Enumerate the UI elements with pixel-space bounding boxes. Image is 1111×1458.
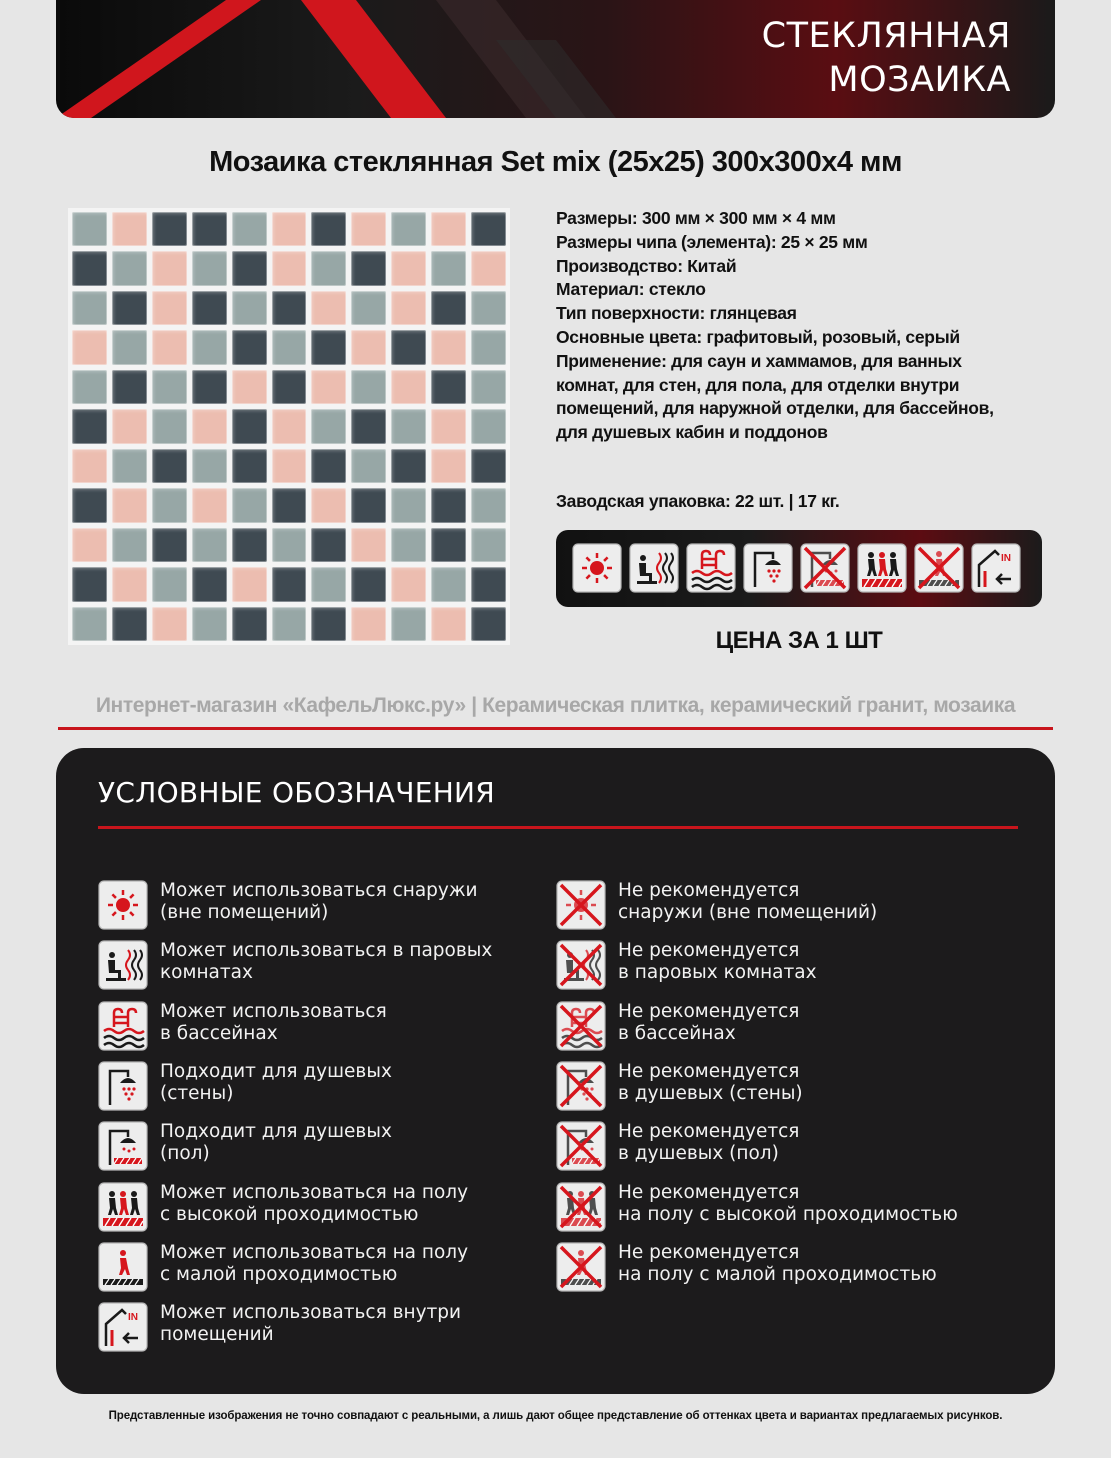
mosaic-chip: [391, 567, 426, 601]
legend-title: УСЛОВНЫЕ ОБОЗНАЧЕНИЯ: [98, 776, 496, 809]
mosaic-chip: [152, 607, 187, 641]
mosaic-chip: [72, 488, 107, 522]
legend-item-line: с малой проходимостью: [160, 1263, 398, 1285]
mosaic-chip: [232, 607, 267, 641]
mosaic-chip: [112, 449, 147, 483]
mosaic-chip: [152, 449, 187, 483]
high-traffic-floor-not-recommended-icon: [556, 1182, 606, 1232]
mosaic-chip: [431, 449, 466, 483]
steam-room-icon: [629, 543, 679, 593]
mosaic-chip: [391, 607, 426, 641]
spec-line: Производство: Китай: [556, 255, 737, 276]
legend-item-text: [160, 880, 478, 924]
mosaic-chip: [152, 409, 187, 443]
legend-item-text: [618, 1001, 799, 1045]
mosaic-chip: [112, 251, 147, 285]
legend-item-line: снаружи (вне помещений): [618, 902, 878, 923]
low-traffic-floor-not-recommended-icon: [556, 1242, 606, 1292]
legend-item-line: комнатах: [160, 962, 253, 984]
mosaic-chip: [192, 291, 227, 325]
mosaic-chip: [351, 330, 386, 364]
legend-item-line: в паровых комнатах: [618, 962, 817, 984]
mosaic-chip: [471, 409, 506, 443]
mosaic-chip: [431, 409, 466, 443]
legend-item-line: в душевых (пол): [618, 1143, 779, 1165]
legend-item-line: Не рекомендуется: [618, 1060, 800, 1082]
spec-line: помещений, для наружной отделки, для бассейнов,: [556, 398, 994, 419]
mosaic-grid: [72, 212, 506, 641]
legend-item-text: [618, 1182, 958, 1226]
legend-item-line: Не рекомендуется: [618, 940, 800, 962]
legend-item-line: Может использоваться: [160, 1000, 387, 1022]
banner-title: [762, 14, 1011, 102]
mosaic-chip: [272, 607, 307, 641]
mosaic-chip: [351, 488, 386, 522]
mosaic-chip: [272, 488, 307, 522]
mosaic-chip: [112, 291, 147, 325]
mosaic-chip: [152, 528, 187, 562]
mosaic-chip: [272, 330, 307, 364]
mosaic-chip: [471, 567, 506, 601]
spec-line: Основные цвета: графитовый, розовый, серый: [556, 326, 960, 347]
spec-line: Размеры: 300 мм × 300 мм × 4 мм: [556, 208, 836, 228]
mosaic-chip: [192, 409, 227, 443]
mosaic-chip: [232, 212, 267, 246]
mosaic-chip: [112, 409, 147, 443]
outdoor-icon: [98, 880, 148, 930]
legend-item-text: [160, 1121, 392, 1165]
mosaic-chip: [311, 251, 346, 285]
legend-item-line: в бассейнах: [618, 1022, 736, 1044]
legend-item-line: Может использоваться внутри: [160, 1302, 462, 1324]
mosaic-chip: [152, 251, 187, 285]
steam-room-icon: [98, 940, 148, 990]
legend-item-text: [618, 940, 817, 984]
mosaic-chip: [272, 212, 307, 246]
high-traffic-floor-icon: [98, 1182, 148, 1232]
mosaic-chip: [72, 330, 107, 364]
banner-title-line-2: МОЗАИКА: [828, 60, 1011, 100]
legend-item-text: [618, 1121, 799, 1165]
mosaic-chip: [391, 330, 426, 364]
legend-item-line: Может использоваться на полу: [160, 1181, 469, 1203]
shower-floor-not-recommended-icon: [556, 1121, 606, 1171]
price-label: ЦЕНА ЗА 1 ШТ: [715, 627, 883, 654]
shower-floor-icon: [98, 1121, 148, 1171]
mosaic-chip: [431, 370, 466, 404]
mosaic-chip: [431, 488, 466, 522]
mosaic-chip: [112, 330, 147, 364]
disclaimer: Представленные изображения не точно совпадают с реальными, а лишь дают общее представление об оттенках цвета и вариантах предлагаемых рисунков.: [108, 1410, 1003, 1422]
mosaic-chip: [192, 567, 227, 601]
product-title: Мозаика стеклянная Set mix (25x25) 300x300x4 мм: [209, 146, 902, 178]
indoor-icon: [98, 1302, 148, 1352]
legend-item-line: Может использоваться на полу: [160, 1241, 469, 1263]
mosaic-chip: [272, 449, 307, 483]
legend-item-line: с высокой проходимостью: [160, 1203, 419, 1225]
mosaic-chip: [311, 567, 346, 601]
spec-line: Применение: для саун и хаммамов, для ванных: [556, 350, 962, 371]
mosaic-chip: [152, 212, 187, 246]
product-specs: [556, 207, 1026, 445]
mosaic-chip: [72, 409, 107, 443]
legend-item-line: (пол): [160, 1143, 210, 1165]
mosaic-chip: [112, 212, 147, 246]
usage-icon-strip: [556, 530, 1042, 607]
mosaic-chip: [232, 291, 267, 325]
legend-item-text: [160, 1242, 468, 1286]
mosaic-chip: [311, 488, 346, 522]
shower-wall-icon: [743, 543, 793, 593]
legend-item-line: Не рекомендуется: [618, 1000, 800, 1022]
mosaic-chip: [192, 251, 227, 285]
legend-item-line: Может использоваться в паровых: [160, 940, 493, 962]
mosaic-chip: [112, 528, 147, 562]
mosaic-chip: [311, 449, 346, 483]
spec-line: Тип поверхности: глянцевая: [556, 303, 797, 324]
mosaic-chip: [232, 528, 267, 562]
mosaic-image: [68, 208, 510, 645]
mosaic-chip: [311, 409, 346, 443]
mosaic-chip: [232, 330, 267, 364]
mosaic-chip: [232, 567, 267, 601]
mosaic-chip: [272, 291, 307, 325]
mosaic-chip: [152, 488, 187, 522]
mosaic-chip: [311, 291, 346, 325]
mosaic-chip: [192, 330, 227, 364]
pool-icon: [686, 543, 736, 593]
mosaic-chip: [272, 370, 307, 404]
legend-item-line: в бассейнах: [160, 1022, 278, 1044]
svg-text:IN: IN: [1001, 553, 1011, 564]
mosaic-chip: [72, 212, 107, 246]
legend-item-line: Не рекомендуется: [618, 1241, 800, 1263]
mosaic-chip: [192, 370, 227, 404]
mosaic-chip: [112, 370, 147, 404]
mosaic-chip: [431, 607, 466, 641]
mosaic-chip: [232, 370, 267, 404]
spec-line: комнат, для стен, для пола, для отделки внутри: [556, 374, 960, 395]
mosaic-chip: [471, 251, 506, 285]
mosaic-chip: [72, 251, 107, 285]
mosaic-chip: [72, 291, 107, 325]
mosaic-chip: [152, 330, 187, 364]
mosaic-chip: [471, 291, 506, 325]
mosaic-chip: [72, 607, 107, 641]
legend-item-text: [618, 1061, 803, 1105]
legend-item-text: [160, 1001, 387, 1045]
legend-item-text: [618, 880, 877, 924]
legend-item-text: [160, 940, 492, 984]
mosaic-chip: [311, 330, 346, 364]
shower-wall-not-recommended-icon: [556, 1061, 606, 1111]
mosaic-chip: [152, 291, 187, 325]
store-line: Интернет-магазин «КафельЛюкс.ру» | Керамическая плитка, керамический гранит, мозаика: [95, 694, 1016, 717]
legend-item-text: [160, 1302, 461, 1346]
legend-item-text: [618, 1242, 937, 1286]
mosaic-chip: [192, 528, 227, 562]
legend-item-line: Подходит для душевых: [160, 1060, 392, 1082]
mosaic-chip: [471, 488, 506, 522]
mosaic-chip: [311, 212, 346, 246]
mosaic-chip: [232, 488, 267, 522]
factory-packing: Заводская упаковка: 22 шт. | 17 кг.: [556, 491, 840, 511]
svg-text:IN: IN: [128, 1312, 138, 1324]
mosaic-chip: [72, 528, 107, 562]
mosaic-chip: [72, 370, 107, 404]
legend-item-line: Не рекомендуется: [618, 1181, 800, 1203]
mosaic-chip: [311, 370, 346, 404]
mosaic-chip: [351, 607, 386, 641]
mosaic-chip: [351, 291, 386, 325]
mosaic-chip: [232, 449, 267, 483]
legend-item-line: на полу с малой проходимостью: [618, 1263, 937, 1285]
pool-icon: [98, 1001, 148, 1051]
legend-item-text: [160, 1182, 468, 1226]
mosaic-chip: [232, 409, 267, 443]
pool-not-recommended-icon: [556, 1001, 606, 1051]
high-traffic-floor-icon: [857, 543, 907, 593]
mosaic-chip: [232, 251, 267, 285]
mosaic-chip: [431, 567, 466, 601]
mosaic-chip: [112, 607, 147, 641]
mosaic-chip: [431, 528, 466, 562]
mosaic-chip: [152, 370, 187, 404]
mosaic-chip: [351, 409, 386, 443]
mosaic-chip: [391, 212, 426, 246]
mosaic-chip: [192, 449, 227, 483]
steam-room-not-recommended-icon: [556, 940, 606, 990]
mosaic-chip: [272, 251, 307, 285]
mosaic-chip: [431, 251, 466, 285]
legend-item-text: [160, 1061, 392, 1105]
mosaic-chip: [192, 488, 227, 522]
legend-item-line: Не рекомендуется: [618, 1121, 800, 1143]
legend-item-line: (стены): [160, 1082, 234, 1104]
mosaic-chip: [112, 488, 147, 522]
mosaic-chip: [391, 291, 426, 325]
legend-panel: [56, 748, 1055, 1394]
legend-item-line: на полу с высокой проходимостью: [618, 1203, 958, 1225]
mosaic-chip: [351, 212, 386, 246]
shower-floor-not-recommended-icon: [800, 543, 850, 593]
mosaic-chip: [311, 607, 346, 641]
mosaic-chip: [391, 370, 426, 404]
mosaic-chip: [391, 251, 426, 285]
indoor-icon: [971, 543, 1021, 593]
mosaic-chip: [351, 251, 386, 285]
mosaic-chip: [391, 449, 426, 483]
spec-line: Материал: стекло: [556, 279, 706, 300]
mosaic-chip: [471, 212, 506, 246]
banner-title-line-1: СТЕКЛЯННАЯ: [761, 16, 1011, 56]
legend-item-line: Подходит для душевых: [160, 1121, 392, 1143]
mosaic-chip: [471, 607, 506, 641]
low-traffic-floor-icon: [98, 1242, 148, 1292]
legend-divider: [98, 826, 1018, 829]
mosaic-chip: [431, 212, 466, 246]
mosaic-chip: [272, 409, 307, 443]
mosaic-chip: [351, 449, 386, 483]
spec-line: для душевых кабин и поддонов: [556, 422, 828, 443]
legend-item-line: помещений: [160, 1324, 274, 1346]
mosaic-chip: [351, 528, 386, 562]
mosaic-chip: [192, 607, 227, 641]
mosaic-chip: [152, 567, 187, 601]
divider: [58, 727, 1053, 730]
mosaic-chip: [192, 212, 227, 246]
outdoor-not-recommended-icon: [556, 880, 606, 930]
mosaic-chip: [72, 449, 107, 483]
mosaic-chip: [112, 567, 147, 601]
mosaic-chip: [272, 567, 307, 601]
legend-item-line: Не рекомендуется: [618, 880, 800, 901]
mosaic-chip: [391, 528, 426, 562]
mosaic-chip: [471, 449, 506, 483]
low-traffic-floor-not-recommended-icon: [914, 543, 964, 593]
mosaic-chip: [471, 528, 506, 562]
mosaic-chip: [272, 528, 307, 562]
mosaic-chip: [351, 370, 386, 404]
mosaic-chip: [471, 370, 506, 404]
mosaic-chip: [391, 488, 426, 522]
mosaic-chip: [471, 330, 506, 364]
header-banner: [56, 0, 1055, 118]
legend-item-line: Может использоваться снаружи: [160, 880, 478, 901]
mosaic-chip: [391, 409, 426, 443]
mosaic-chip: [431, 291, 466, 325]
mosaic-chip: [431, 330, 466, 364]
mosaic-chip: [351, 567, 386, 601]
legend-item-line: (вне помещений): [160, 902, 329, 923]
mosaic-chip: [311, 528, 346, 562]
mosaic-chip: [72, 567, 107, 601]
spec-line: Размеры чипа (элемента): 25 × 25 мм: [556, 231, 868, 252]
shower-wall-icon: [98, 1061, 148, 1111]
legend-item-line: в душевых (стены): [618, 1082, 803, 1104]
outdoor-icon: [572, 543, 622, 593]
